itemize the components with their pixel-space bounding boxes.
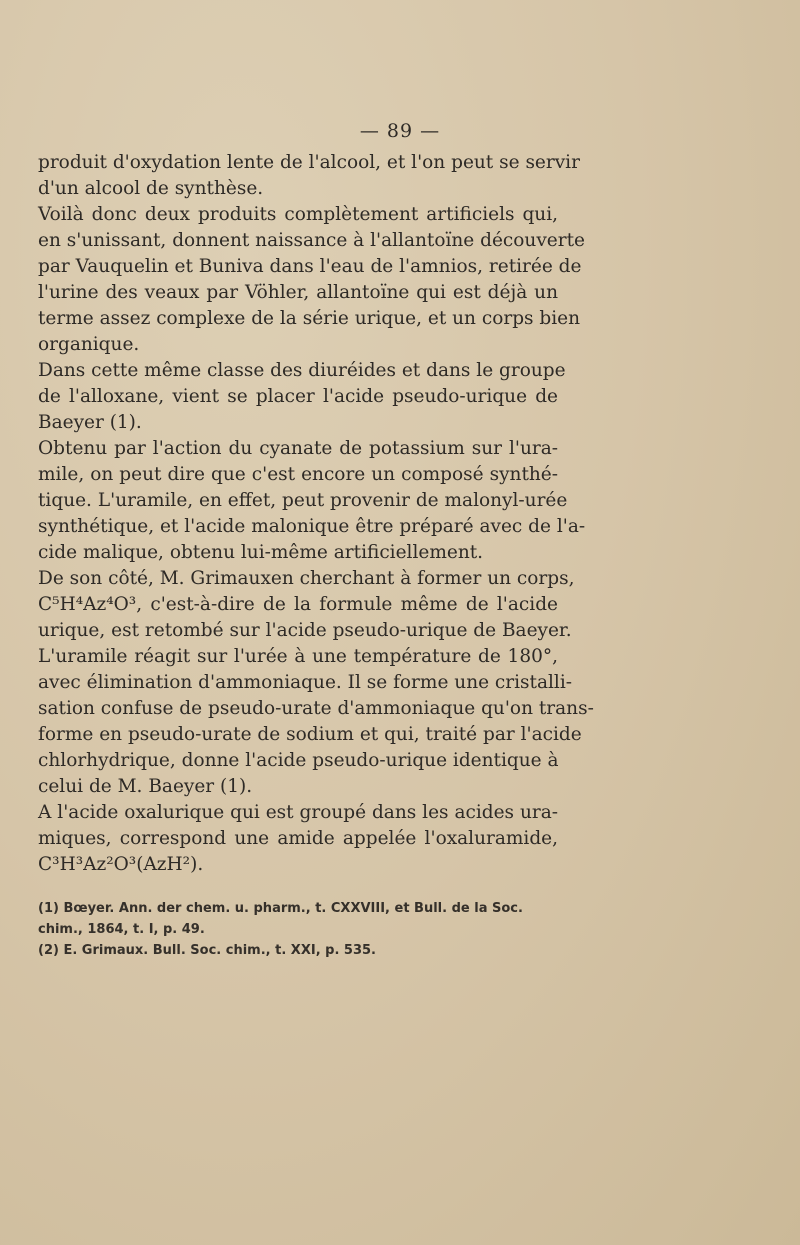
text-line: l'urine des veaux par Vöhler, allantoïne qui est déjà un bbox=[38, 282, 558, 303]
text-line: Dans cette même classe des diuréides et dans le groupe bbox=[38, 360, 566, 381]
text-line: d'un alcool de synthèse. bbox=[38, 178, 264, 199]
text-line: terme assez complexe de la série urique, et un corps bien bbox=[38, 308, 581, 329]
text-line: Voilà donc deux produits complètement artificiels qui, bbox=[38, 204, 558, 225]
text-line: avec élimination d'ammoniaque. Il se forme une cristalli- bbox=[38, 672, 573, 693]
text-line: mile, on peut dire que c'est encore un composé synthé- bbox=[38, 464, 558, 485]
text-line: de l'alloxane, vient se placer l'acide pseudo-urique de bbox=[38, 386, 558, 407]
footnotes bbox=[38, 898, 558, 961]
text-line: forme en pseudo-urate de sodium et qui, traité par l'acide bbox=[38, 724, 582, 745]
page-number: — 89 — bbox=[359, 120, 441, 142]
text-line: C³H³Az²O³(AzH²). bbox=[38, 854, 204, 875]
text-line: sation confuse de pseudo-urate d'ammoniaque qu'on trans- bbox=[38, 698, 594, 719]
text-line: organique. bbox=[38, 334, 140, 355]
text-line: C⁵H⁴Az⁴O³, c'est-à-dire de la formule même de l'acide bbox=[38, 594, 558, 615]
text-line: De son côté, M. Grimauxen cherchant à former un corps, bbox=[38, 568, 575, 589]
text-line: A l'acide oxalurique qui est groupé dans les acides ura- bbox=[38, 802, 558, 823]
body-text bbox=[38, 150, 594, 878]
text-line: cide malique, obtenu lui-même artificiellement. bbox=[38, 542, 484, 563]
text-line: synthétique, et l'acide malonique être préparé avec de l'a- bbox=[38, 516, 586, 537]
footnote-line: chim., 1864, t. I, p. 49. bbox=[38, 922, 205, 937]
text-line: produit d'oxydation lente de l'alcool, et l'on peut se servir bbox=[38, 152, 580, 173]
text-line: par Vauquelin et Buniva dans l'eau de l'amnios, retirée de bbox=[38, 256, 582, 277]
text-line: Obtenu par l'action du cyanate de potassium sur l'ura- bbox=[38, 438, 558, 459]
text-line: urique, est retombé sur l'acide pseudo-urique de Baeyer. bbox=[38, 620, 572, 641]
text-line: tique. L'uramile, en effet, peut provenir de malonyl-urée bbox=[38, 490, 568, 511]
text-line: celui de M. Baeyer (1). bbox=[38, 776, 253, 797]
text-line: L'uramile réagit sur l'urée à une température de 180°, bbox=[38, 646, 558, 667]
text-line: en s'unissant, donnent naissance à l'allantoïne découverte bbox=[38, 230, 585, 251]
footnote-line: (2) E. Grimaux. Bull. Soc. chim., t. XXI, p. 535. bbox=[38, 943, 376, 958]
text-line: chlorhydrique, donne l'acide pseudo-urique identique à bbox=[38, 750, 559, 771]
footnote-line: (1) Bœyer. Ann. der chem. u. pharm., t. CXXVIII, et Bull. de la Soc. bbox=[38, 901, 523, 916]
text-line: miques, correspond une amide appelée l'oxaluramide, bbox=[38, 828, 558, 849]
text-line: Baeyer (1). bbox=[38, 412, 142, 433]
